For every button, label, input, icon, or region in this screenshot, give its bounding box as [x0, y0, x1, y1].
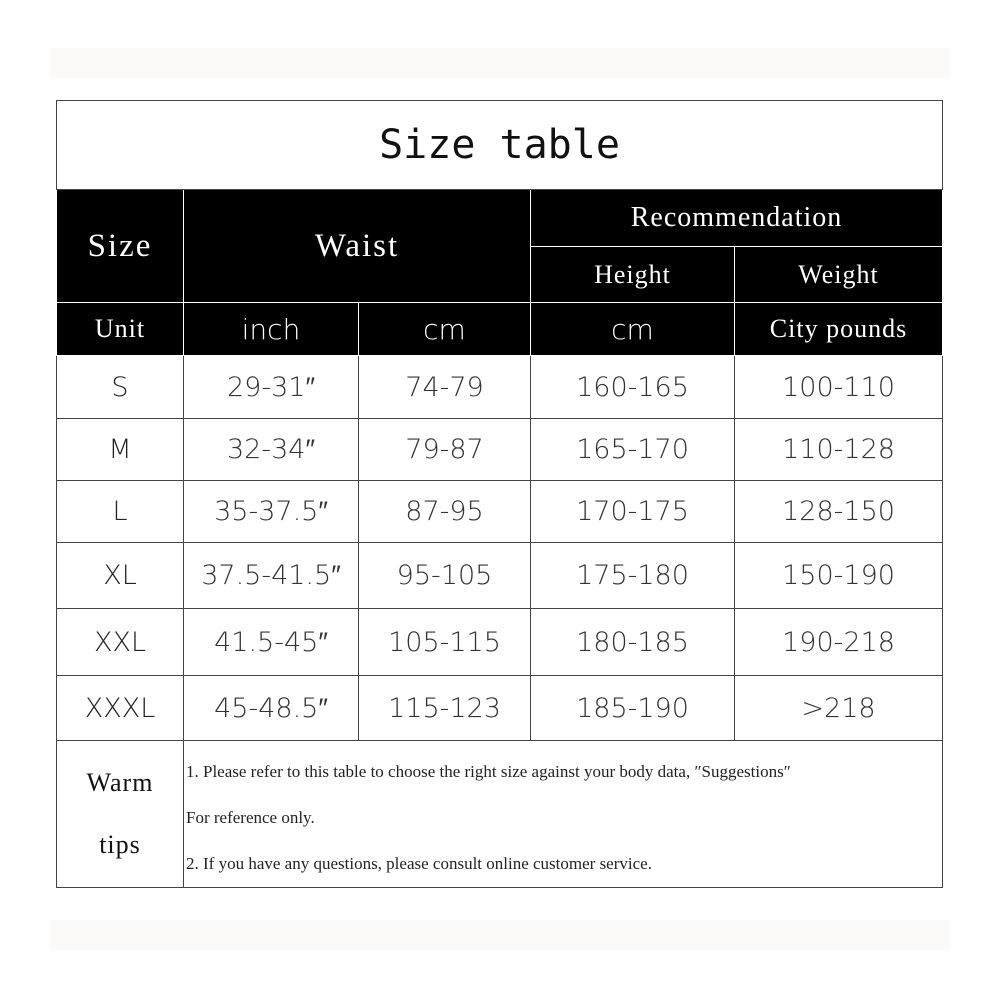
unit-waist-cm: cm — [359, 303, 531, 356]
unit-weight: City pounds — [735, 303, 943, 356]
tip-line-3: 2. If you have any questions, please consult online customer service. — [186, 854, 652, 873]
weight-cell: >218 — [735, 676, 943, 741]
table-row — [57, 676, 943, 741]
weight-cell: 128-150 — [735, 481, 943, 543]
table-row — [57, 356, 943, 419]
weight-header: Weight — [735, 247, 943, 303]
size-header: Size — [57, 190, 184, 303]
table-title: Size table — [57, 101, 943, 190]
unit-height-cm: cm — [531, 303, 735, 356]
size-cell: XXL — [57, 609, 184, 676]
unit-label: Unit — [57, 303, 184, 356]
size-cell: M — [57, 419, 184, 481]
warm-tips-content — [184, 741, 943, 888]
waist-cm-cell: 74-79 — [359, 356, 531, 419]
size-cell: XXXL — [57, 676, 184, 741]
weight-cell: 150-190 — [735, 543, 943, 609]
weight-cell: 110-128 — [735, 419, 943, 481]
warm-tips-label-line2: tips — [99, 830, 141, 859]
waist-inch-cell: 29-31″ — [184, 356, 359, 419]
waist-inch-cell: 32-34″ — [184, 419, 359, 481]
unit-inch: inch — [184, 303, 359, 356]
waist-inch-cell: 37.5-41.5″ — [184, 543, 359, 609]
height-cell: 160-165 — [531, 356, 735, 419]
table-row — [57, 481, 943, 543]
size-cell: L — [57, 481, 184, 543]
waist-inch-cell: 45-48.5″ — [184, 676, 359, 741]
waist-inch-cell: 35-37.5″ — [184, 481, 359, 543]
size-cell: XL — [57, 543, 184, 609]
waist-cm-cell: 115-123 — [359, 676, 531, 741]
size-table — [56, 100, 943, 888]
tip-line-2: For reference only. — [186, 808, 315, 827]
waist-inch-cell: 41.5-45″ — [184, 609, 359, 676]
weight-cell: 190-218 — [735, 609, 943, 676]
waist-cm-cell: 95-105 — [359, 543, 531, 609]
warm-tips-label-line1: Warm — [86, 768, 154, 797]
table-row — [57, 419, 943, 481]
table-row — [57, 609, 943, 676]
height-header: Height — [531, 247, 735, 303]
height-cell: 185-190 — [531, 676, 735, 741]
waist-cm-cell: 79-87 — [359, 419, 531, 481]
recommendation-header: Recommendation — [531, 190, 943, 247]
height-cell: 180-185 — [531, 609, 735, 676]
waist-cm-cell: 105-115 — [359, 609, 531, 676]
weight-cell: 100-110 — [735, 356, 943, 419]
table-row — [57, 543, 943, 609]
waist-cm-cell: 87-95 — [359, 481, 531, 543]
warm-tips-label — [57, 741, 184, 888]
top-background-band — [50, 48, 950, 78]
height-cell: 175-180 — [531, 543, 735, 609]
height-cell: 165-170 — [531, 419, 735, 481]
tip-line-1: 1. Please refer to this table to choose the right size against your body data, ″Suggestions″ — [186, 762, 791, 781]
bottom-background-band — [50, 920, 950, 950]
waist-header: Waist — [184, 190, 531, 303]
size-cell: S — [57, 356, 184, 419]
height-cell: 170-175 — [531, 481, 735, 543]
